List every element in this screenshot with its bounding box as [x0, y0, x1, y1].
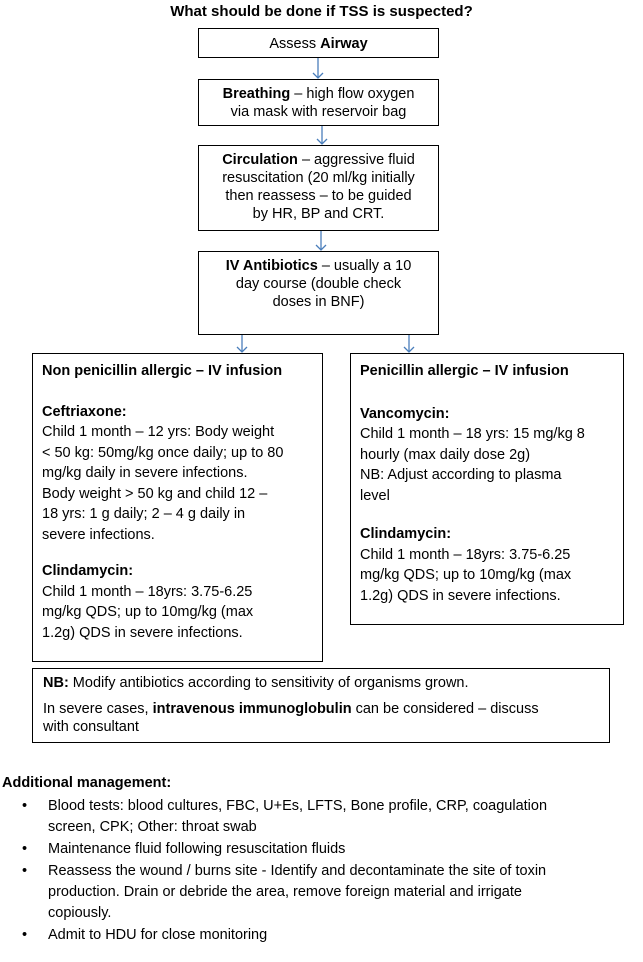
clindamycin-line: Child 1 month – 18yrs: 3.75-6.25 [360, 546, 571, 563]
antibiotics-text-3: doses in BNF) [272, 294, 365, 310]
ceftriaxone-line: 18 yrs: 1 g daily; 2 – 4 g daily in [42, 506, 246, 522]
clindamycin-line: Child 1 month – 18yrs: 3.75-6.25 [42, 583, 253, 600]
arrow-breathing-circulation [317, 126, 327, 144]
severe-suffix: can be considered – discuss [351, 701, 539, 717]
page-title: What should be done if TSS is suspected? [170, 3, 473, 20]
arrow-antibiotics-left [237, 335, 247, 352]
list-item-text: production. Drain or debride the area, remove foreign material and irrigate [48, 884, 522, 900]
arrow-antibiotics-right [404, 335, 414, 352]
severe-suffix-2: with consultant [43, 719, 139, 735]
arrow-airway-breathing [313, 58, 323, 78]
vancomycin-label: Vancomycin: [360, 405, 450, 422]
circulation-text-2: resuscitation (20 ml/kg initially [222, 170, 415, 186]
nb-label: NB: [43, 675, 69, 691]
breathing-text-1: – high flow oxygen [290, 86, 415, 102]
antibiotics-label: IV Antibiotics [225, 258, 318, 274]
bullet-icon: • [22, 863, 28, 879]
bullet-icon: • [22, 841, 28, 857]
ceftriaxone-line: Child 1 month – 12 yrs: Body weight [42, 424, 275, 440]
antibiotics-text-1: – usually a 10 [317, 258, 412, 274]
list-item-text: Blood tests: blood cultures, FBC, U+Es, LFTS, Bone profile, CRP, coagulation [48, 798, 548, 814]
ceftriaxone-line: Body weight > 50 kg and child 12 – [42, 485, 268, 502]
clindamycin-label: Clindamycin: [360, 526, 452, 542]
list-item-text: Admit to HDU for close monitoring [48, 927, 268, 943]
clindamycin-line: mg/kg QDS; up to 10mg/kg (max [42, 604, 254, 620]
vancomycin-line: Child 1 month – 18 yrs: 15 mg/kg 8 [360, 426, 585, 442]
list-item-text: screen, CPK; Other: throat swab [48, 819, 257, 835]
severe-prefix: In severe cases, [43, 701, 153, 717]
circulation-text-3: then reassess – to be guided [225, 188, 412, 204]
circulation-label: Circulation [222, 152, 298, 168]
clindamycin-line: 1.2g) QDS in severe infections. [42, 624, 243, 641]
vancomycin-line: hourly (max daily dose 2g) [360, 446, 531, 463]
severe-bold: intravenous immunoglobulin [152, 701, 352, 717]
ceftriaxone-line: < 50 kg: 50mg/kg once daily; up to 80 [42, 444, 284, 461]
nb-text: Modify antibiotics according to sensitivity of organisms grown. [68, 675, 469, 691]
airway-label: Airway [320, 36, 368, 52]
circulation-text-1: – aggressive fluid [297, 152, 415, 168]
circulation-text-4: by HR, BP and CRT. [252, 206, 385, 222]
antibiotics-text-2: day course (double check [235, 276, 402, 292]
list-item-text: copiously. [48, 905, 112, 921]
breathing-label: Breathing [222, 86, 291, 102]
ceftriaxone-label: Ceftriaxone: [42, 403, 127, 420]
airway-prefix: Assess [269, 36, 321, 52]
non-penicillin-heading: Non penicillin allergic – IV infusion [42, 363, 283, 379]
clindamycin-label: Clindamycin: [42, 563, 134, 579]
ceftriaxone-line: mg/kg daily in severe infections. [42, 465, 248, 481]
vancomycin-line: NB: Adjust according to plasma [360, 467, 562, 483]
additional-management-title: Additional management: [2, 775, 172, 791]
list-item-text: Reassess the wound / burns site - Identify and decontaminate the site of toxin [48, 863, 547, 879]
ceftriaxone-line: severe infections. [42, 526, 155, 543]
arrow-circulation-antibiotics [316, 231, 326, 250]
clindamycin-line: mg/kg QDS; up to 10mg/kg (max [360, 567, 572, 583]
list-item-text: Maintenance fluid following resuscitation fluids [48, 841, 346, 857]
bullet-icon: • [22, 927, 28, 943]
clindamycin-line: 1.2g) QDS in severe infections. [360, 587, 561, 604]
vancomycin-line: level [360, 487, 390, 504]
bullet-icon: • [22, 798, 28, 814]
penicillin-heading: Penicillin allergic – IV infusion [360, 363, 569, 379]
breathing-text-2: via mask with reservoir bag [230, 104, 407, 120]
